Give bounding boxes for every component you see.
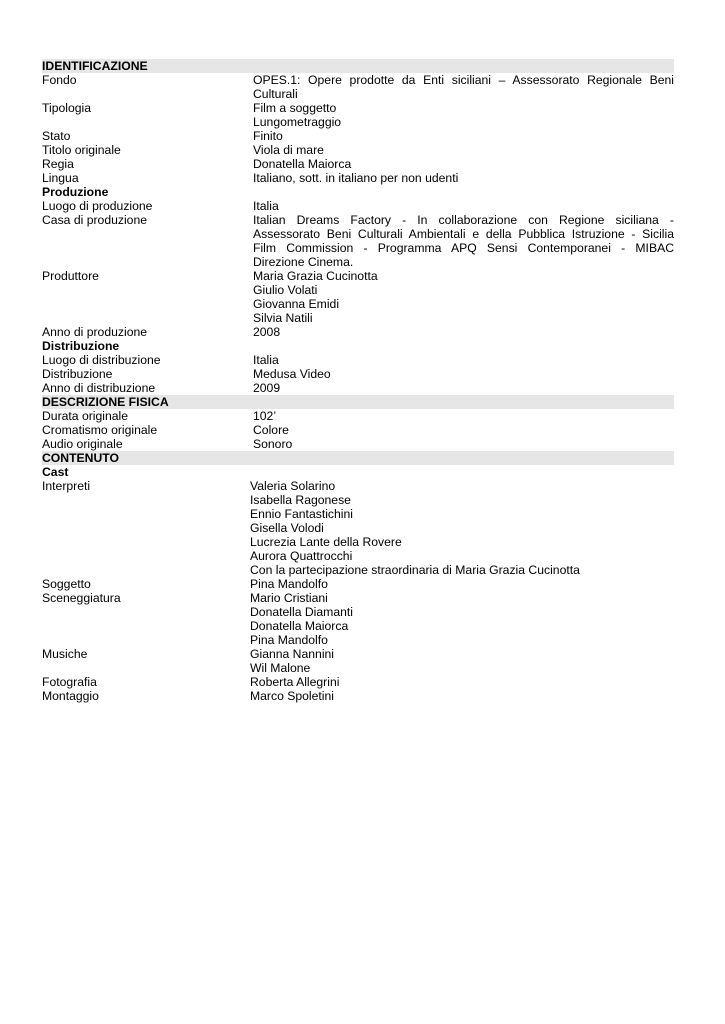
label-anno-produzione: Anno di produzione [42,325,148,339]
label-lingua: Lingua [42,171,79,185]
sceneggiatore-item: Pina Mandolfo [250,633,328,647]
value-lingua: Italiano, sott. in italiano per non udenti [253,171,459,185]
produttore-item: Maria Grazia Cucinotta [253,269,378,283]
value-luogo-distribuzione: Italia [253,353,279,367]
interprete-item: Con la partecipazione straordinaria di Maria Grazia Cucinotta [250,563,580,577]
label-musiche: Musiche [42,647,88,661]
casa-line-2: Assessorato Beni Culturali Ambientali e della Pubblica Istruzione - Sicilia [253,227,674,241]
value-cromatismo: Colore [253,423,289,437]
row-distribuzione [42,367,674,381]
section-identificazione: IDENTIFICAZIONE [42,59,674,73]
sceneggiatore-item: Donatella Diamanti [250,605,353,619]
row-montaggio [42,689,674,703]
value-interpreti [250,479,674,577]
label-cromatismo: Cromatismo originale [42,423,158,437]
casa-line-3: Film Commission - Programma APQ Sensi Contemporanei - MIBAC [253,241,674,255]
label-anno-distribuzione: Anno di distribuzione [42,381,156,395]
row-audio [42,437,674,451]
value-luogo-produzione: Italia [253,199,279,213]
sceneggiatore-item: Mario Cristiani [250,591,328,605]
row-interpreti [42,479,674,577]
row-cromatismo [42,423,674,437]
row-luogo-distribuzione [42,353,674,367]
section-descrizione-fisica: DESCRIZIONE FISICA [42,395,674,409]
value-casa-produzione [253,213,674,269]
value-titolo-originale: Viola di mare [253,143,324,157]
label-sceneggiatura: Sceneggiatura [42,591,121,605]
label-luogo-distribuzione: Luogo di distribuzione [42,353,161,367]
musicista-item: Gianna Nannini [250,647,335,661]
label-audio: Audio originale [42,437,123,451]
row-sceneggiatura [42,591,674,647]
subsection-cast: Cast [42,465,69,479]
row-soggetto [42,577,674,591]
row-musiche [42,647,674,675]
value-anno-distribuzione: 2009 [253,381,281,395]
musicista-item: Wil Malone [250,661,311,675]
label-regia: Regia [42,157,74,171]
interprete-item: Lucrezia Lante della Rovere [250,535,402,549]
sceneggiatore-item: Donatella Maiorca [250,619,349,633]
produttore-item: Giulio Volati [253,283,318,297]
tipologia-line-1: Film a soggetto [253,101,337,115]
casa-line-1: Italian Dreams Factory - In collaborazione con Regione siciliana - [253,213,674,227]
row-luogo-produzione [42,199,674,213]
value-regia: Donatella Maiorca [253,157,352,171]
row-durata [42,409,674,423]
label-interpreti: Interpreti [42,479,91,493]
row-tipologia [42,101,674,129]
value-musiche [250,647,674,675]
value-anno-produzione: 2008 [253,325,281,339]
produttore-item: Giovanna Emidi [253,297,340,311]
row-regia [42,157,674,171]
value-fotografia: Roberta Allegrini [250,675,340,689]
row-stato [42,129,674,143]
produttore-item: Silvia Natili [253,311,313,325]
scheda-documento [42,59,674,703]
casa-line-4: Direzione Cinema. [253,255,354,269]
label-titolo-originale: Titolo originale [42,143,121,157]
row-produttore [42,269,674,325]
label-luogo-produzione: Luogo di produzione [42,199,153,213]
subsection-produzione: Produzione [42,185,109,199]
value-soggetto: Pina Mandolfo [250,577,328,591]
value-tipologia [253,101,674,129]
row-lingua [42,171,674,185]
row-casa-produzione [42,213,674,269]
row-anno-distribuzione [42,381,674,395]
label-montaggio: Montaggio [42,689,99,703]
interprete-item: Valeria Solarino [250,479,336,493]
label-fondo: Fondo [42,73,77,87]
section-contenuto: CONTENUTO [42,451,674,465]
label-tipologia: Tipologia [42,101,92,115]
value-montaggio: Marco Spoletini [250,689,334,703]
label-soggetto: Soggetto [42,577,91,591]
label-casa-produzione: Casa di produzione [42,213,148,227]
fondo-line-1: OPES.1: Opere prodotte da Enti siciliani – Assessorato Regionale Beni [253,73,674,87]
value-stato: Finito [253,129,283,143]
value-distribuzione: Medusa Video [253,367,331,381]
interprete-item: Ennio Fantastichini [250,507,353,521]
label-stato: Stato [42,129,71,143]
row-titolo-originale [42,143,674,157]
label-produttore: Produttore [42,269,99,283]
value-fondo [253,73,674,101]
label-distribuzione: Distribuzione [42,367,113,381]
fondo-line-2: Culturali [253,87,298,101]
value-sceneggiatura [250,591,674,647]
interprete-item: Aurora Quattrocchi [250,549,353,563]
interprete-item: Gisella Volodi [250,521,324,535]
label-durata: Durata originale [42,409,129,423]
value-audio: Sonoro [253,437,293,451]
tipologia-line-2: Lungometraggio [253,115,342,129]
value-produttore [253,269,674,325]
value-durata: 102’ [253,409,277,423]
interprete-item: Isabella Ragonese [250,493,351,507]
row-fondo [42,73,674,101]
row-fotografia [42,675,674,689]
subsection-distribuzione: Distribuzione [42,339,120,353]
row-anno-produzione [42,325,674,339]
label-fotografia: Fotografia [42,675,97,689]
